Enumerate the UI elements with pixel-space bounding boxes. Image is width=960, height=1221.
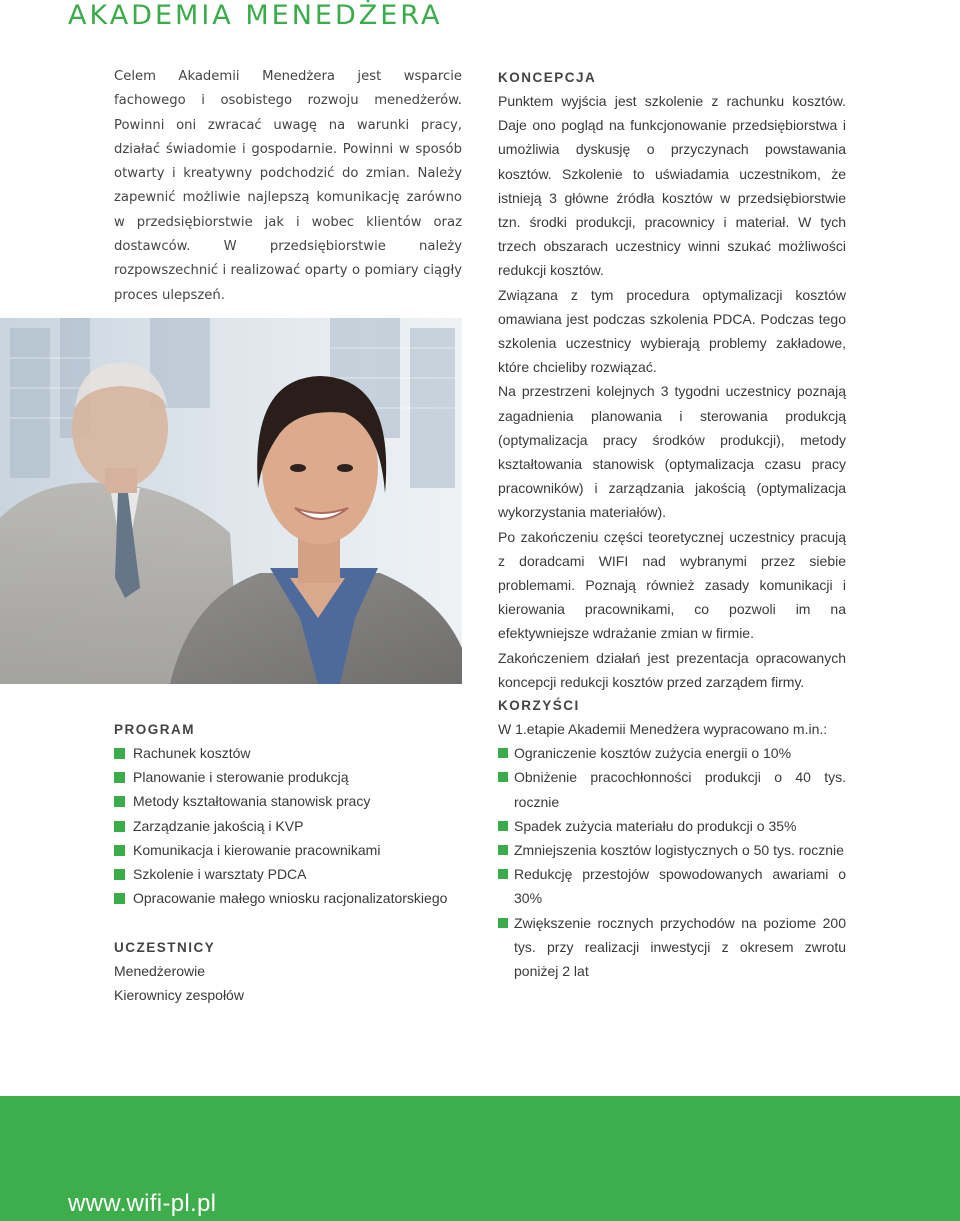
program-section — [114, 719, 474, 910]
korzysci-list — [498, 741, 846, 983]
footer-website-link[interactable]: www.wifi-pl.pl — [68, 1190, 217, 1217]
bullet-square-icon — [498, 748, 508, 758]
program-item-label: Rachunek kosztów — [133, 745, 251, 761]
program-item — [114, 765, 474, 789]
program-list — [114, 741, 474, 910]
korzysci-item-label: Ograniczenie kosztów zużycia energii o 10% — [514, 745, 792, 762]
bullet-square-icon — [498, 845, 508, 855]
koncepcja-paragraph: Zakończeniem działań jest prezentacja opracowanych koncepcji redukcji kosztów przed zarządem firmy. — [498, 649, 846, 690]
korzysci-item — [498, 862, 846, 910]
uczestnicy-item: Menedżerowie — [114, 963, 206, 979]
korzysci-item — [498, 765, 846, 813]
korzysci-heading: KORZYŚCI — [498, 698, 580, 713]
program-item — [114, 814, 474, 838]
program-item-label: Planowanie i sterowanie produkcją — [133, 769, 349, 786]
program-item-label: Opracowanie małego wniosku racjonalizatorskiego — [133, 890, 448, 907]
koncepcja-heading: KONCEPCJA — [498, 70, 597, 85]
program-item-label: Szkolenie i warsztaty PDCA — [133, 866, 307, 883]
korzysci-item-label: Spadek zużycia materiału do produkcji o 35% — [514, 817, 797, 834]
program-item — [114, 741, 474, 765]
koncepcja-paragraph: Po zakończeniu części teoretycznej uczestnicy pracują z doradcami WIFI nad wybranymi przez siebie problemami. Poznają również zasady komunikacji i kierowania pracownikami, co pozwoli im na efektywniejsze wdrażanie zmian w firmie. — [498, 528, 846, 642]
program-heading: PROGRAM — [114, 722, 195, 737]
korzysci-item-label: Obniżenie pracochłonności produkcji o 40 tys. rocznie — [514, 769, 846, 810]
program-item — [114, 886, 474, 910]
bullet-square-icon — [114, 893, 125, 904]
korzysci-section — [498, 695, 846, 983]
korzysci-item-label: Redukcję przestojów spowodowanych awariami o 30% — [514, 866, 846, 907]
koncepcja-paragraph: Na przestrzeni kolejnych 3 tygodni uczestnicy poznają zagadnienia planowania i sterowania produkcją (optymalizacja pracy środków produkcji), metody kształtowania stanowisk (optymalizacja czasu pracy pracowników) i zarządzania jakością (optymalizacja wykorzystania materiałów). — [498, 383, 846, 521]
bullet-square-icon — [114, 845, 125, 856]
korzysci-item — [498, 911, 846, 984]
koncepcja-paragraph: Związana z tym procedura optymalizacji kosztów omawiana jest podczas szkolenia PDCA. Podczas tego szkolenia uczestnicy wybierają problemy zakładowe, które chcieliby rozwiązać. — [498, 286, 846, 376]
uczestnicy-section — [114, 937, 474, 1007]
program-item — [114, 789, 474, 813]
korzysci-intro: W 1.etapie Akademii Menedżera wypracowano m.in.: — [498, 721, 828, 737]
page-title: AKADEMIA MENEDŻERA — [68, 0, 443, 31]
uczestnicy-item: Kierownicy zespołów — [114, 987, 244, 1004]
bullet-square-icon — [498, 772, 508, 782]
program-item-label: Komunikacja i kierowanie pracownikami — [133, 841, 381, 858]
intro-paragraph: Celem Akademii Menedżera jest wsparcie fachowego i osobistego rozwoju menedżerów. Powinni oni zwracać uwagę na warunki pracy, działać świadomie i gospodarnie. Powinni w sposób otwarty i kreatywny podchodzić do zmian. Należy zapewnić możliwie najlepszą komunikację zarówno w przedsiębiorstwie jak i wobec klientów oraz dostawców. W przedsiębiorstwie należy rozpowszechnić i realizować oparty o pomiary ciągły proces ulepszeń. — [114, 69, 462, 303]
business-people-photo — [0, 318, 462, 684]
program-item — [114, 838, 474, 862]
bullet-square-icon — [498, 918, 508, 928]
korzysci-item-label: Zwiększenie rocznych przychodów na poziome 200 tys. przy realizacji inwestycji z okresem zwrotu poniżej 2 lat — [514, 914, 846, 980]
bullet-square-icon — [498, 869, 508, 879]
koncepcja-section — [498, 67, 846, 694]
korzysci-item-label: Zmniejszenia kosztów logistycznych o 50 tys. rocznie — [514, 842, 844, 859]
program-item-label: Zarządzanie jakością i KVP — [133, 817, 304, 834]
korzysci-item — [498, 741, 846, 765]
uczestnicy-heading: UCZESTNICY — [114, 940, 216, 955]
program-item — [114, 862, 474, 886]
bullet-square-icon — [114, 869, 125, 880]
intro-text — [114, 65, 462, 308]
bullet-square-icon — [114, 748, 125, 759]
korzysci-item — [498, 838, 846, 862]
korzysci-item — [498, 814, 846, 838]
bullet-square-icon — [498, 821, 508, 831]
bullet-square-icon — [114, 772, 125, 783]
bullet-square-icon — [114, 821, 125, 832]
program-item-label: Metody kształtowania stanowisk pracy — [133, 793, 371, 810]
koncepcja-paragraph: Punktem wyjścia jest szkolenie z rachunku kosztów. Daje ono pogląd na funkcjonowanie przedsiębiorstwa i umożliwia dyskusję o przyczynach powstawania kosztów. Szkolenie to uświadamia uczestnikom, że istnieją 3 główne źródła kosztów w przedsiębiorstwie tzn. środki produkcji, pracownicy i materiał. W tych trzech obszarach uczestnicy winni szukać możliwości redukcji kosztów. — [498, 93, 846, 279]
bullet-square-icon — [114, 796, 125, 807]
